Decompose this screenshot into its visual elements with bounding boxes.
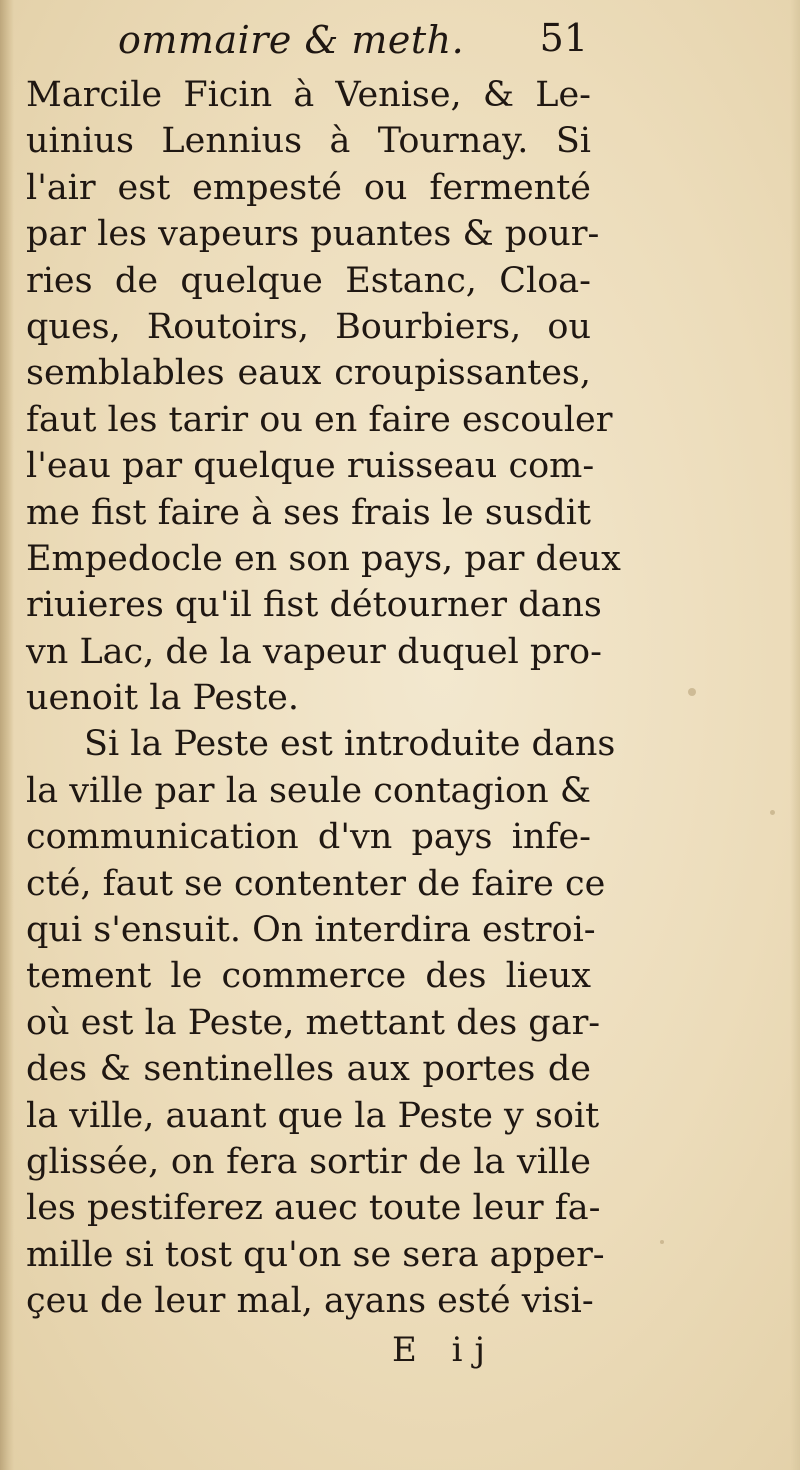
text-line: communication d'vn pays infe- (26, 817, 591, 858)
text-line: uinius Lennius à Tournay. Si (26, 121, 591, 162)
text-line: par les vapeurs puantes & pour- (26, 214, 600, 255)
paper-speck (660, 1240, 664, 1244)
text-line: Si la Peste est introduite dans (84, 724, 616, 765)
text-line: Empedocle en son pays, par deux (26, 538, 621, 579)
running-head (118, 14, 588, 64)
text-line: semblables eaux croupissantes, (26, 353, 591, 394)
text-line: uenoit la Peste. (26, 678, 299, 719)
text-line: riuieres qu'il fist détourner dans (26, 585, 602, 626)
text-line: où est la Peste, mettant des gar- (26, 1002, 601, 1043)
text-line: les pestiferez auec toute leur fa- (26, 1188, 601, 1229)
text-line: ries de quelque Estanc, Cloa- (26, 260, 591, 301)
text-line: çeu de leur mal, ayans esté visi- (26, 1281, 594, 1322)
page-edge-shadow (790, 0, 800, 1470)
text-line: la ville, auant que la Peste y soit (26, 1095, 600, 1136)
text-line: me fist faire à ses frais le susdit (26, 492, 591, 533)
page-number: 51 (539, 16, 588, 60)
text-line: vn Lac, de la vapeur duquel pro- (26, 631, 602, 672)
text-line: mille si tost qu'on se sera apper- (26, 1234, 605, 1275)
text-line: qui s'ensuit. On interdira estroi- (26, 910, 596, 951)
text-line: ques, Routoirs, Bourbiers, ou (26, 306, 591, 347)
text-line: tement le commerce des lieux (26, 956, 591, 997)
running-head-title: ommaire & meth. (118, 18, 465, 62)
paper-speck (688, 688, 696, 696)
signature-mark: E ij (392, 1330, 498, 1370)
text-line: des & sentinelles aux portes de (26, 1049, 591, 1090)
paper-speck (770, 810, 775, 815)
text-line: glissée, on fera sortir de la ville (26, 1141, 591, 1182)
text-line: la ville par la seule contagion & (26, 770, 591, 811)
text-line: l'air est empesté ou fermenté (26, 167, 591, 208)
page-gutter-shadow (0, 0, 14, 1470)
text-line: cté, faut se contenter de faire ce (26, 863, 606, 904)
text-line: Marcile Ficin à Venise, & Le- (26, 75, 591, 115)
text-line: l'eau par quelque ruisseau com- (26, 446, 595, 487)
body-text (26, 72, 621, 1325)
text-line: faut les tarir ou en faire escouler (26, 399, 613, 440)
